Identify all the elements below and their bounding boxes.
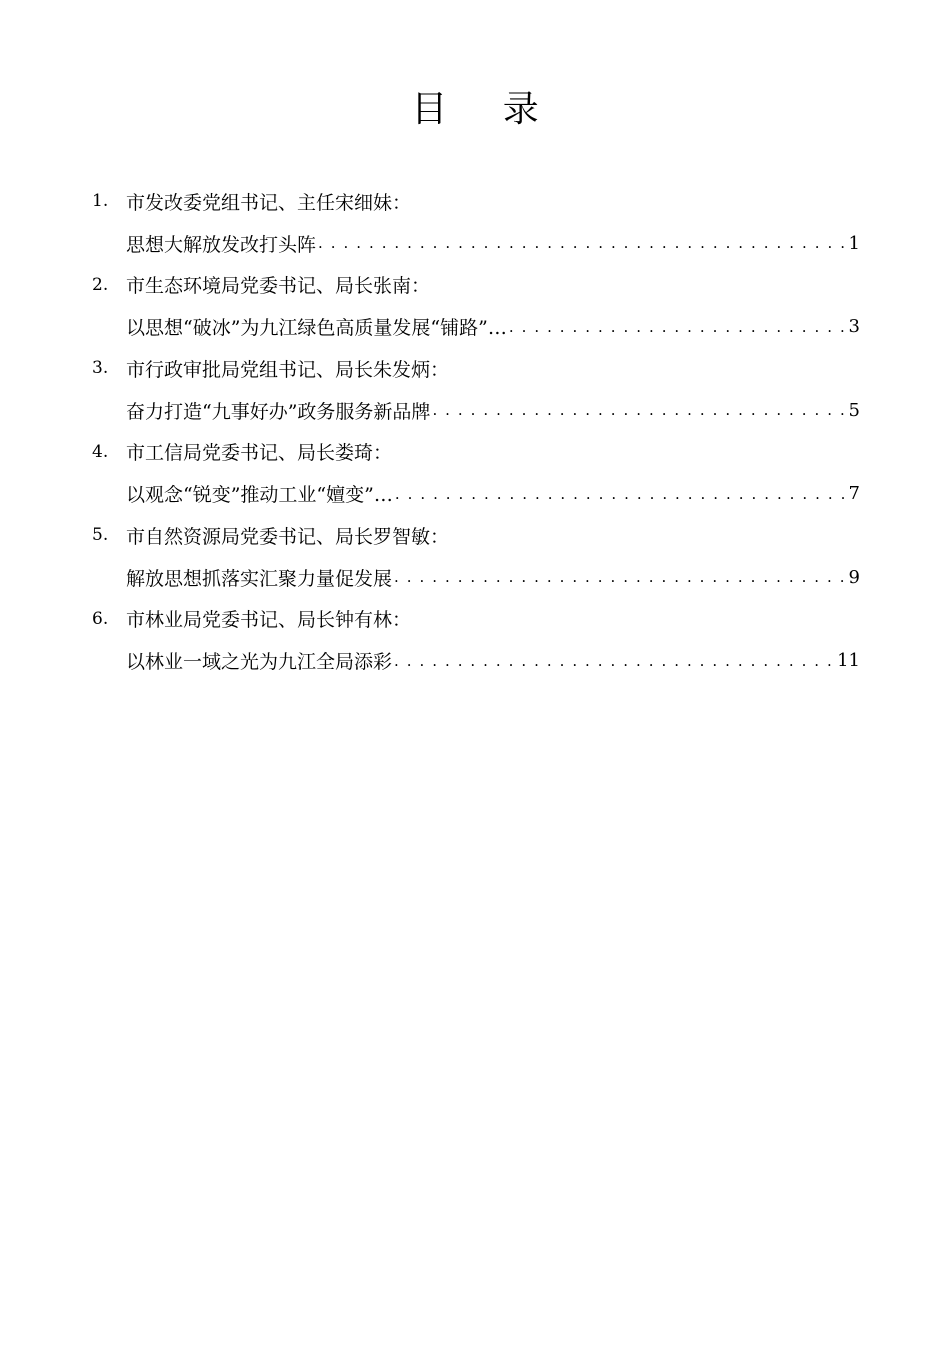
toc-entry[interactable]: [92, 518, 860, 602]
entry-author: 市林业局党委书记、局长钟有林：: [126, 609, 412, 631]
entry-number: 5.: [92, 525, 109, 545]
entry-number: 2.: [92, 274, 109, 295]
entry-number: 1.: [92, 191, 109, 211]
toc-article-line[interactable]: [126, 644, 860, 678]
toc-entry[interactable]: [92, 268, 860, 352]
entry-article-title[interactable]: 以观念“锐变”推动工业“嬗变”…: [126, 484, 393, 506]
entry-page-number: 1: [848, 232, 860, 254]
toc-author-line: [92, 351, 449, 385]
dot-leader: [394, 560, 846, 594]
entry-article-title[interactable]: 奋力打造“九事好办”政务服务新品牌: [126, 400, 431, 423]
toc-article-line[interactable]: [126, 226, 860, 260]
entry-page-number: 9: [848, 566, 860, 588]
toc-author-line: [92, 184, 411, 218]
entry-author: 市生态环境局党委书记、局长张南：: [126, 275, 431, 297]
entry-author: 市工信局党委书记、局长娄琦：: [126, 442, 393, 464]
toc-entry[interactable]: [92, 184, 860, 268]
toc-entry[interactable]: [92, 351, 860, 435]
entry-page-number: 7: [848, 483, 860, 504]
page-title: 目 录: [411, 89, 561, 130]
toc-author-line: [92, 435, 392, 469]
toc-article-line[interactable]: [126, 560, 860, 594]
entry-article-title[interactable]: 以林业一域之光为九江全局添彩: [126, 651, 393, 673]
toc-author-line: [92, 602, 411, 636]
entry-article-title[interactable]: 思想大解放发改打头阵: [126, 233, 317, 256]
toc-article-line[interactable]: [126, 393, 860, 427]
entry-article-title[interactable]: 以思想“破冰”为九江绿色高质量发展“铺路”…: [126, 317, 507, 339]
entry-number: 3.: [92, 358, 109, 378]
dot-leader: [432, 393, 845, 427]
toc-author-line: [92, 518, 449, 552]
toc-article-line[interactable]: [126, 477, 860, 511]
entry-page-number: 5: [848, 399, 860, 421]
dot-leader: [395, 477, 846, 511]
entry-page-number: 3: [848, 316, 860, 337]
toc-author-line: [92, 268, 430, 302]
dot-leader: [394, 644, 834, 678]
entry-author: 市发改委党组书记、主任宋细妹：: [126, 191, 412, 214]
dot-leader: [509, 310, 846, 344]
entry-article-title[interactable]: 解放思想抓落实汇聚力量促发展: [126, 567, 393, 590]
table-of-contents: [92, 184, 860, 685]
entry-author: 市自然资源局党委书记、局长罗智敏：: [126, 525, 450, 548]
dot-leader: [318, 226, 846, 260]
toc-entry[interactable]: [92, 602, 860, 686]
entry-number: 4.: [92, 441, 109, 462]
entry-number: 6.: [92, 608, 109, 629]
entry-page-number: 11: [837, 650, 860, 671]
toc-article-line[interactable]: [126, 310, 860, 344]
entry-author: 市行政审批局党组书记、局长朱发炳：: [126, 358, 450, 381]
toc-entry[interactable]: [92, 435, 860, 519]
